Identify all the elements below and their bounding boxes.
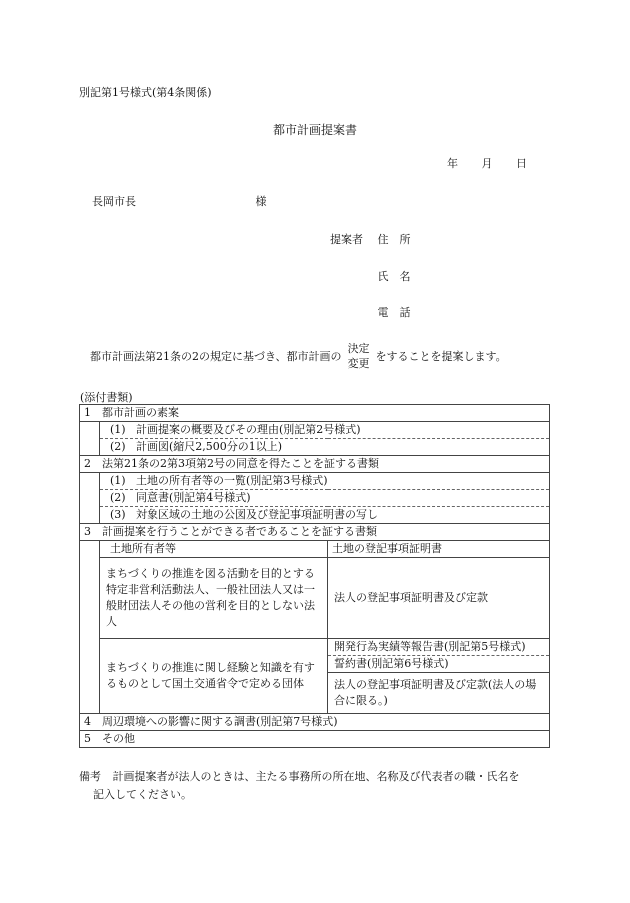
option-change[interactable]: 変更: [347, 357, 370, 370]
footnote-line1: 計画提案者が法人のときは、主たる事務所の所在地、名称及び代表者の職・氏名を: [112, 770, 520, 783]
attachment-section-1: 1 都市計画の素案: [80, 405, 550, 422]
proposer-phone-row: [330, 304, 411, 320]
attachment-section-2: 2 法第21条の2第3項第2号の同意を得たことを証する書類: [80, 456, 550, 473]
date-line: [447, 155, 547, 171]
attachment-item: (1) 計画提案の概要及びその理由(別記第2号様式): [80, 422, 550, 439]
proposer-phone-label: 電 話: [377, 306, 411, 319]
proposer-address-label: 住 所: [377, 233, 411, 246]
addressee-name: 長岡市長: [92, 195, 136, 208]
footnote-line2: 記入してください。: [93, 788, 192, 801]
attachment-item: (2) 計画図(縮尺2,500分の1以上): [80, 439, 550, 456]
document-title: 都市計画提案書: [272, 123, 357, 137]
date-year: 年: [447, 157, 458, 170]
proposal-statement: [90, 341, 507, 371]
proposer-name-row: [330, 268, 411, 284]
attachments-heading: (添付書類): [80, 391, 133, 404]
date-day: 日: [516, 157, 527, 170]
attachment-item: (3) 対象区域の土地の公図及び登記事項証明書の写し: [80, 507, 550, 524]
col-header-registry: 土地の登記事項証明書: [328, 541, 550, 558]
attachment-section-4: 4 周辺環境への影響に関する調書(別記第7号様式): [80, 714, 550, 731]
qualification-row-npo: まちづくりの推進を図る活動を目的とする特定非営利活動法人、一般社団法人又は一般財団法人その他の営利を目的としない法人 法人の登記事項証明書及び定款: [80, 558, 550, 639]
footnote: [79, 768, 520, 784]
attachment-item: (1) 土地の所有者等の一覧(別記第3号様式): [80, 473, 550, 490]
statement-suffix: をすることを提案します。: [375, 350, 507, 363]
attachments-table: 1 都市計画の素案 (1) 計画提案の概要及びその理由(別記第2号様式) (2) 計画図(縮尺2,500分の1以上) 2 法第21条の2第3項第2号の同意を得たことを証する書類 (1) 土地の所有者等の一覧(別記第3号様式) (2) 同意書(別記第4号様式) (3) 対象区域の土地の公図及び登記事項証明書の写し 3 計画提案を行うことができる者であることを証する書類 土地所有者等 土地の登記事項証明書 まちづくりの推進を図る活動を目的とする特定非営利活動法人、一般社団法人又は一般財団法人その他の営利を目的としない法人 法人の登記事項証明書及び定款 まちづくりの推進に関し経験と知識を有するものとして国土交通省令で定める団体 開発行為実績等報告書(別記第5号様式) 誓約書(別記第6号様式) 法人の登記事項証明書及び定款(法人の場合に限る。) 4 周辺環境への影響に関する調書(別記第7号様式) 5 その他: [79, 404, 550, 748]
option-decision[interactable]: 決定: [347, 342, 370, 355]
proposer-address-row: [330, 231, 411, 247]
decision-or-change-options: [348, 341, 370, 371]
addressee-honorific: 様: [255, 195, 267, 208]
statement-prefix: 都市計画法第21条の2の規定に基づき、都市計画の: [90, 350, 342, 363]
footnote-label: 備考: [79, 770, 101, 783]
qualification-row-org: まちづくりの推進に関し経験と知識を有するものとして国土交通省令で定める団体 開発行為実績等報告書(別記第5号様式): [80, 639, 550, 656]
form-number: 別記第1号様式(第4条関係): [79, 86, 212, 99]
attachment-item: (2) 同意書(別記第4号様式): [80, 490, 550, 507]
proposer-name-label: 氏 名: [377, 270, 411, 283]
attachment-section-3: 3 計画提案を行うことができる者であることを証する書類: [80, 524, 550, 541]
addressee: [92, 193, 267, 209]
attachment-section-5: 5 その他: [80, 731, 550, 748]
qualification-header-row: [80, 541, 550, 558]
proposer-label: 提案者: [330, 233, 363, 246]
col-header-landowner: 土地所有者等: [100, 541, 328, 558]
date-month: 月: [481, 157, 493, 170]
